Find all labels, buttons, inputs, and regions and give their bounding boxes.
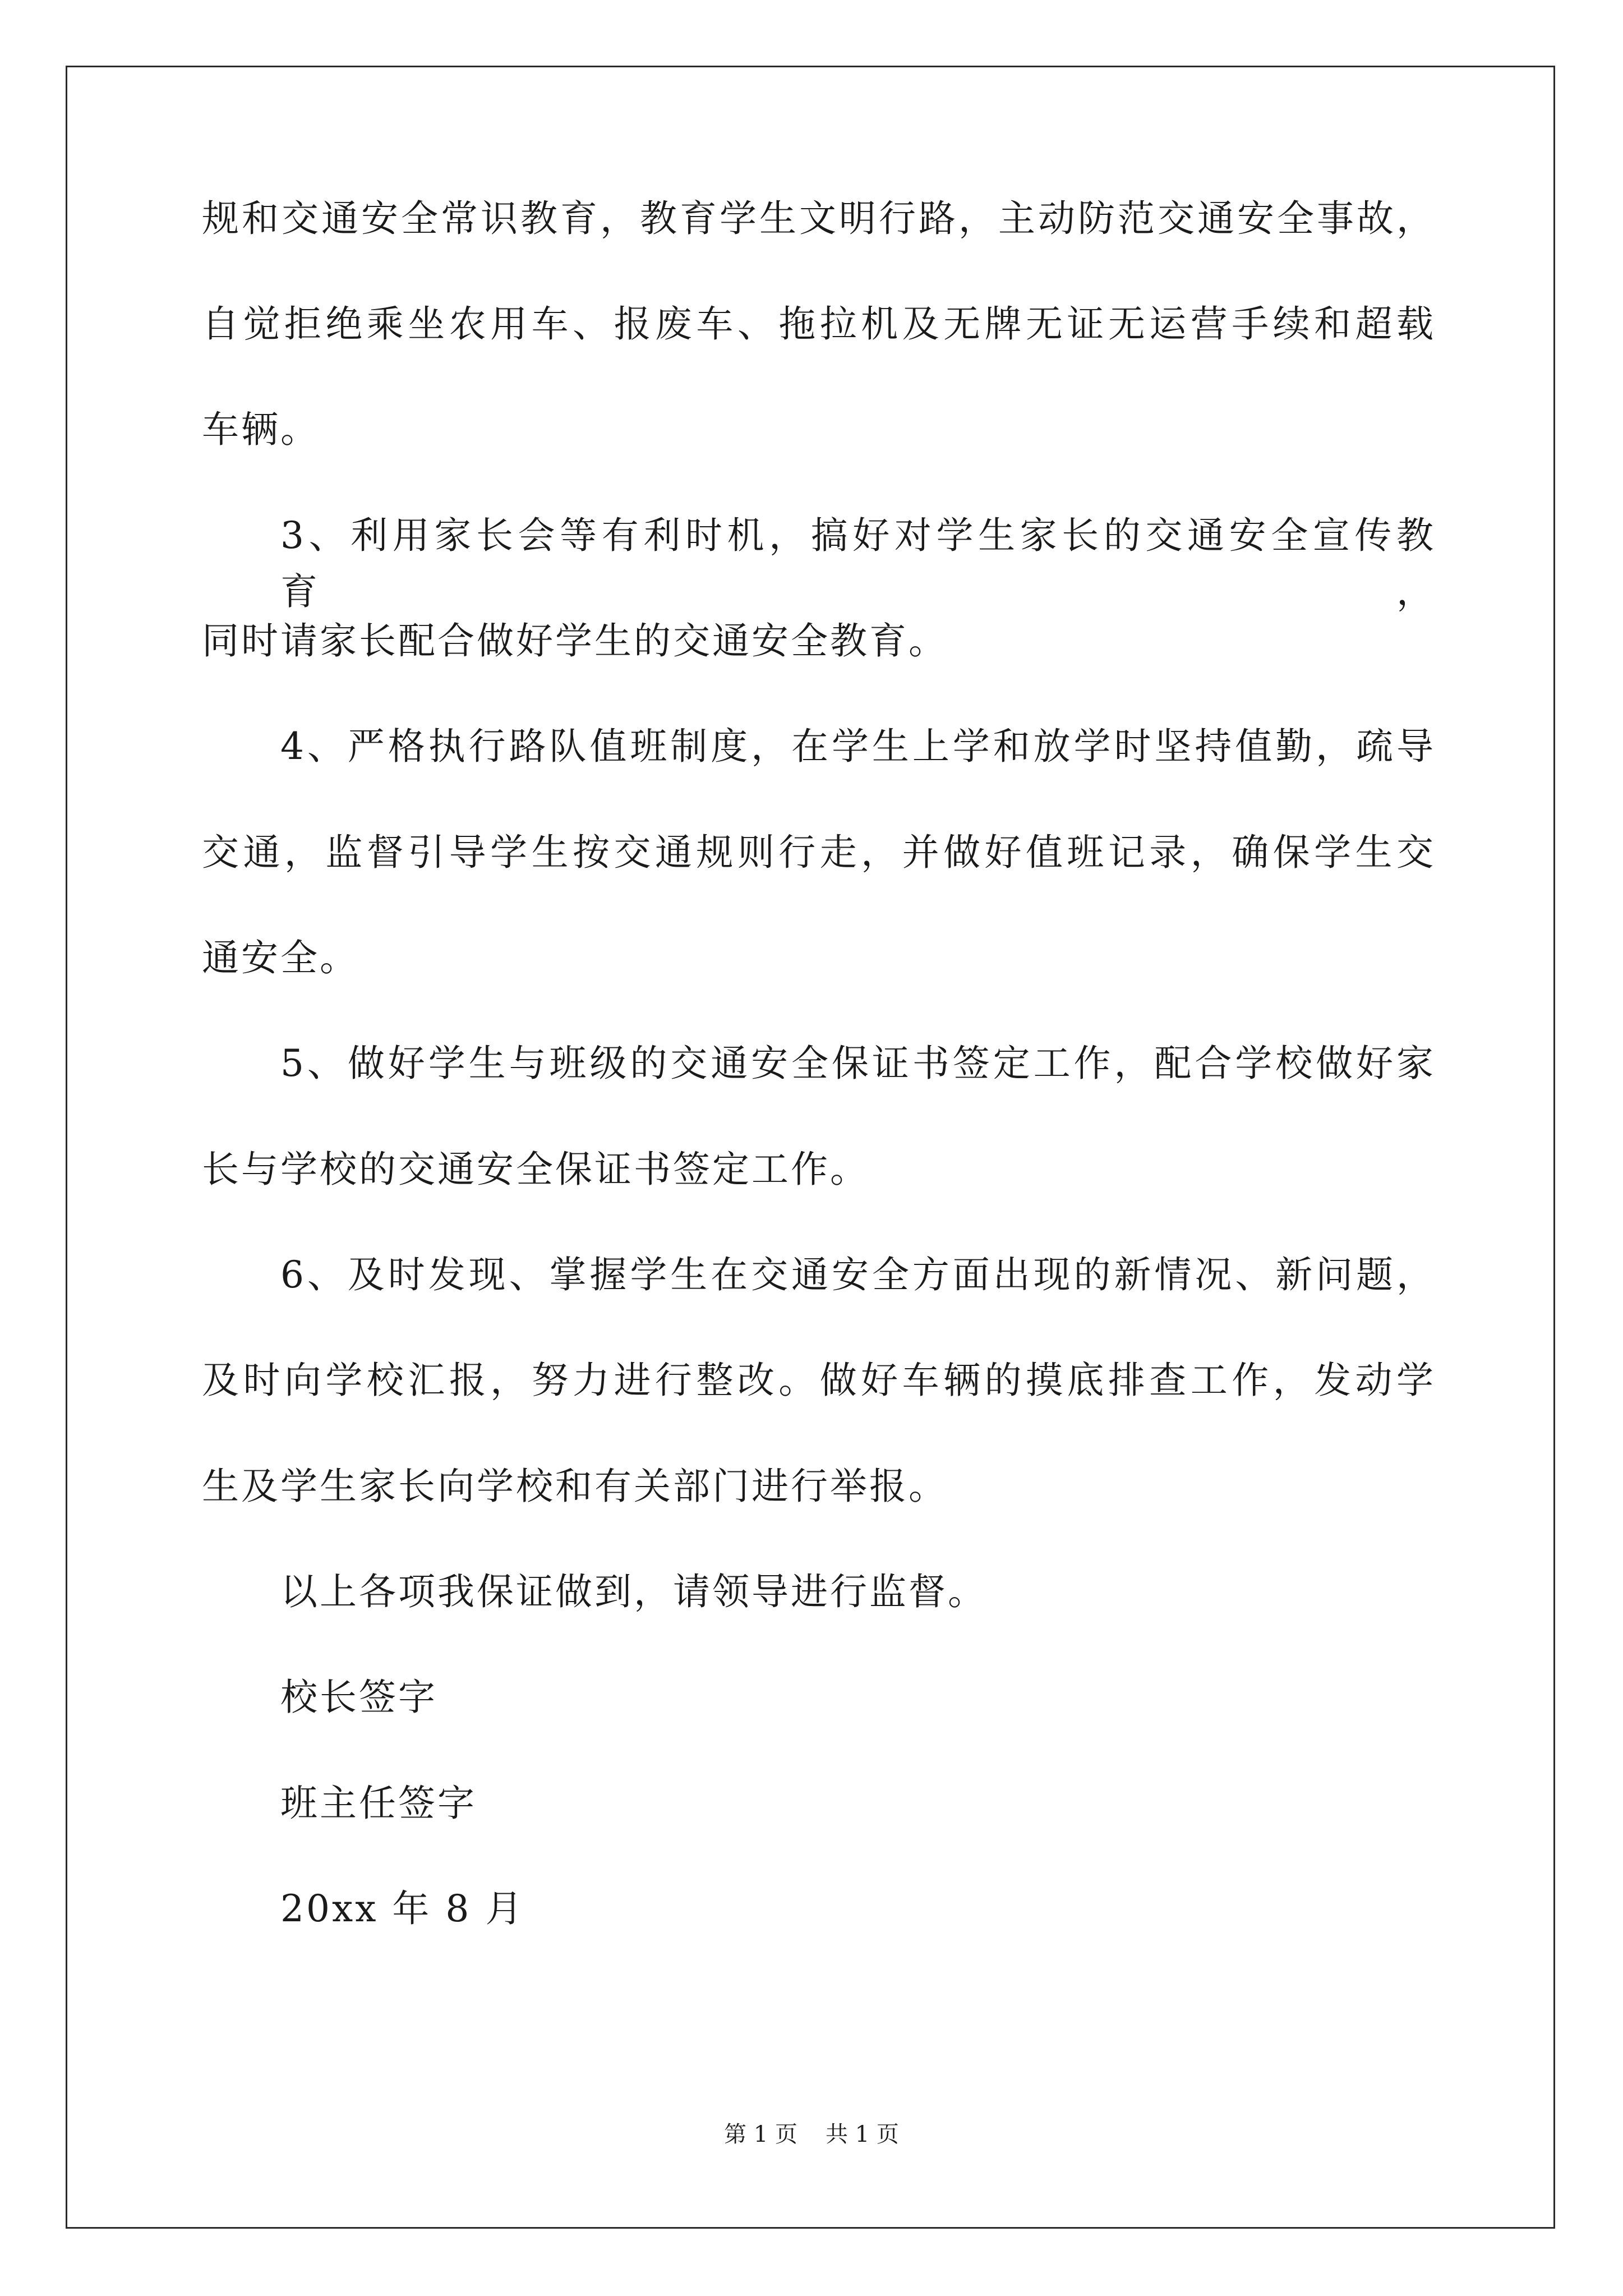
document-date: 20xx 年 8 月 xyxy=(280,1887,525,1930)
text-line-4: 3、利用家长会等有利时机，搞好对学生家长的交通安全宣传教育， xyxy=(280,514,1436,613)
text-line-9: 5、做好学生与班级的交通安全保证书签定工作，配合学校做好家 xyxy=(280,1042,1436,1085)
page-number-total: 共 1 页 xyxy=(826,2122,899,2147)
text-line-14: 以上各项我保证做到，请领导进行监督。 xyxy=(280,1570,987,1613)
text-line-7: 交通，监督引导学生按交通规则行走，并做好值班记录，确保学生交 xyxy=(202,831,1436,874)
text-line-12: 及时向学校汇报，努力进行整改。做好车辆的摸底排查工作，发动学 xyxy=(202,1359,1436,1402)
text-line-6: 4、严格执行路队值班制度，在学生上学和放学时坚持值勤，疏导 xyxy=(280,725,1436,768)
text-line-10: 长与学校的交通安全保证书签定工作。 xyxy=(202,1148,869,1191)
text-line-2: 自觉拒绝乘坐农用车、报废车、拖拉机及无牌无证无运营手续和超载 xyxy=(202,302,1436,346)
text-line-13: 生及学生家长向学校和有关部门进行举报。 xyxy=(202,1465,948,1508)
principal-signature-label: 校长签字 xyxy=(280,1676,437,1719)
page-footer xyxy=(0,2118,1623,2151)
teacher-signature-label: 班主任签字 xyxy=(280,1782,477,1825)
text-line-11: 6、及时发现、掌握学生在交通安全方面出现的新情况、新问题， xyxy=(280,1253,1436,1296)
text-line-8: 通安全。 xyxy=(202,936,359,979)
text-line-1: 规和交通安全常识教育，教育学生文明行路，主动防范交通安全事故， xyxy=(202,197,1436,240)
page-number-current: 第 1 页 xyxy=(724,2122,797,2147)
text-line-3: 车辆。 xyxy=(202,408,320,451)
text-line-5: 同时请家长配合做好学生的交通安全教育。 xyxy=(202,619,948,662)
